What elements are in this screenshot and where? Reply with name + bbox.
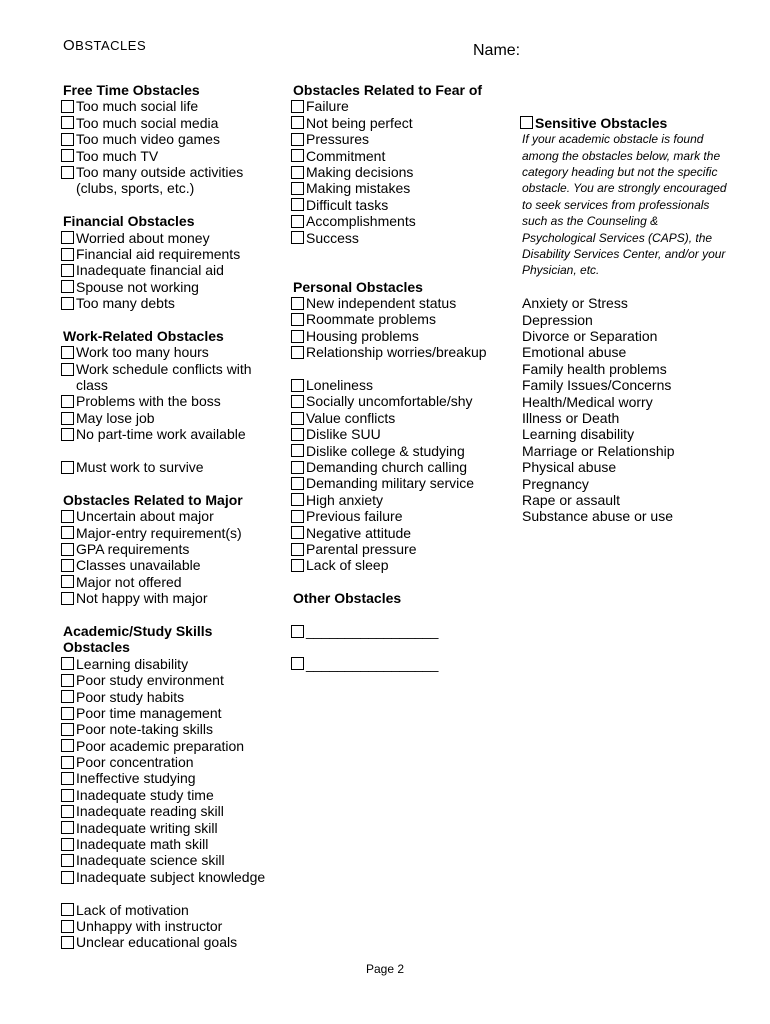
checklist-item[interactable] — [61, 262, 301, 278]
checklist-item[interactable] — [61, 541, 301, 557]
checklist-item[interactable] — [61, 557, 301, 573]
checkbox[interactable] — [291, 313, 304, 326]
checklist-item[interactable] — [61, 295, 301, 311]
section-title-other: Other Obstacles — [293, 590, 402, 607]
checklist-item[interactable] — [61, 869, 301, 902]
checklist-item-label: Too much social media — [76, 114, 219, 131]
checklist-item-label: Work too many hours — [76, 344, 209, 361]
checklist-item[interactable] — [61, 803, 301, 819]
checklist-item[interactable] — [61, 246, 301, 262]
checkbox[interactable] — [291, 543, 304, 556]
checklist-item[interactable] — [61, 230, 301, 246]
checklist-item-label: Lack of sleep — [306, 557, 389, 574]
checklist-item-label: Unhappy with instructor — [76, 918, 223, 935]
checklist-item-label: May lose job — [76, 409, 155, 426]
checkbox[interactable] — [61, 854, 74, 867]
list-item: Family health problems — [522, 360, 667, 377]
checkbox[interactable] — [291, 149, 304, 162]
page-heading-initial: O — [63, 37, 76, 54]
checklist-item-label: Making decisions — [306, 163, 414, 180]
other-obstacle-2[interactable] — [291, 656, 531, 672]
list-item: Substance abuse or use — [522, 508, 673, 525]
checklist-item[interactable] — [291, 295, 531, 311]
checklist-item[interactable] — [61, 689, 301, 705]
checklist-item-label: No part-time work available — [76, 426, 246, 443]
checklist-item-label: Classes unavailable — [76, 557, 201, 574]
checklist-item-label: Problems with the boss — [76, 393, 221, 410]
checklist-item[interactable] — [61, 918, 301, 934]
list-item: Family Issues/Concerns — [522, 377, 672, 394]
checklist-item[interactable] — [61, 787, 301, 803]
free-time-list — [61, 98, 301, 196]
checklist-item[interactable] — [61, 131, 301, 147]
checklist-item[interactable] — [61, 410, 301, 426]
checkbox[interactable] — [291, 493, 304, 506]
checklist-item[interactable] — [291, 344, 531, 377]
checklist-item-label: Uncertain about major — [76, 508, 214, 525]
checkbox[interactable] — [61, 100, 74, 113]
checklist-item[interactable] — [61, 574, 301, 590]
checkbox[interactable] — [61, 707, 74, 720]
checklist-item[interactable] — [61, 770, 301, 786]
checklist-item[interactable] — [291, 115, 531, 131]
checklist-item-label: Dislike SUU — [306, 426, 381, 443]
checklist-item-label: Poor note-taking skills — [76, 721, 213, 738]
checklist-item-label: Parental pressure — [306, 540, 417, 557]
list-item: Marriage or Relationship — [522, 442, 675, 459]
list-item: Pregnancy — [522, 475, 589, 492]
checklist-item[interactable] — [61, 672, 301, 688]
list-item: Illness or Death — [522, 409, 620, 426]
checkbox[interactable] — [291, 559, 304, 572]
checkbox[interactable] — [291, 379, 304, 392]
checkbox[interactable] — [61, 903, 74, 916]
checklist-item-label: Major not offered — [76, 573, 182, 590]
checkbox[interactable] — [291, 346, 304, 359]
column-right — [520, 82, 740, 525]
checklist-item[interactable] — [61, 98, 301, 114]
checklist-item[interactable] — [61, 721, 301, 737]
checklist-item-label: Inadequate writing skill — [76, 819, 218, 836]
checkbox[interactable] — [291, 444, 304, 457]
personal-list — [291, 295, 531, 574]
checkbox[interactable] — [61, 526, 74, 539]
checklist-item[interactable] — [291, 525, 531, 541]
page-number: Page 2 — [365, 962, 405, 976]
column-middle — [291, 82, 531, 672]
checklist-item-label: Failure — [306, 98, 349, 115]
checkbox[interactable] — [291, 330, 304, 343]
checklist-item[interactable] — [291, 475, 531, 491]
checkbox[interactable] — [61, 133, 74, 146]
checkbox[interactable] — [61, 264, 74, 277]
list-item: Learning disability — [522, 426, 635, 443]
checklist-item-label: Ineffective studying — [76, 770, 196, 787]
checklist-item[interactable] — [61, 115, 301, 131]
checklist-item-label: Spouse not working — [76, 278, 199, 295]
fear-list — [291, 98, 531, 246]
checklist-item-label: Poor time management — [76, 704, 222, 721]
checklist-item[interactable] — [291, 508, 531, 524]
checklist-item-label: Commitment — [306, 147, 386, 164]
checklist-item-label: Previous failure — [306, 508, 403, 525]
checklist-item[interactable] — [291, 377, 531, 393]
checklist-item-label: GPA requirements — [76, 540, 190, 557]
sensitive-list — [520, 295, 740, 524]
checklist-item[interactable] — [291, 164, 531, 180]
checkbox[interactable] — [291, 625, 304, 638]
checkbox[interactable] — [61, 871, 74, 884]
sensitive-obstacles-heading[interactable] — [520, 115, 740, 131]
checklist-item[interactable] — [291, 197, 531, 213]
checklist-item-label: New independent status — [306, 295, 457, 312]
section-title-free-time: Free Time Obstacles — [63, 82, 200, 98]
checkbox[interactable] — [61, 428, 74, 441]
checklist-item[interactable] — [61, 934, 301, 950]
page-heading-rest: BSTACLES — [75, 38, 147, 53]
checkbox[interactable] — [291, 116, 304, 129]
checklist-item-label: Housing problems — [306, 327, 419, 344]
checklist-item-label: Success — [306, 229, 359, 246]
other-obstacle-1[interactable] — [291, 623, 531, 639]
checkbox[interactable] — [61, 412, 74, 425]
checkbox[interactable] — [61, 805, 74, 818]
checkbox[interactable] — [61, 543, 74, 556]
checkbox[interactable] — [291, 198, 304, 211]
list-item: Health/Medical worry — [522, 393, 653, 410]
checklist-item-label: Dislike college & studying — [306, 442, 465, 459]
checklist-item-label: Inadequate science skill — [76, 852, 225, 869]
checklist-item-label: Poor study habits — [76, 688, 185, 705]
checkbox[interactable] — [61, 510, 74, 523]
section-title-sensitive: Sensitive Obstacles — [535, 114, 668, 131]
financial-list — [61, 230, 301, 312]
checkbox[interactable] — [61, 231, 74, 244]
checklist-item-label: Poor academic preparation — [76, 737, 245, 754]
checklist-item[interactable] — [291, 311, 531, 327]
checkbox[interactable] — [61, 821, 74, 834]
checklist-item[interactable] — [291, 492, 531, 508]
column-left — [61, 82, 301, 951]
checkbox[interactable] — [61, 461, 74, 474]
checklist-item-label: High anxiety — [306, 491, 384, 508]
section-title-fear: Obstacles Related to Fear of — [293, 82, 483, 98]
checklist-item-label: Poor study environment — [76, 672, 224, 689]
checklist-item[interactable] — [61, 508, 301, 524]
checkbox[interactable] — [61, 772, 74, 785]
checkbox[interactable] — [61, 363, 74, 376]
checklist-item-label: Not being perfect — [306, 114, 413, 131]
checklist-item[interactable] — [291, 557, 531, 573]
checkbox[interactable] — [61, 559, 74, 572]
checkbox[interactable] — [291, 133, 304, 146]
checklist-item[interactable] — [291, 393, 531, 409]
checklist-item[interactable] — [61, 705, 301, 721]
checklist-item-label: Negative attitude — [306, 524, 412, 541]
section-title-personal: Personal Obstacles — [293, 278, 423, 295]
checkbox[interactable] — [291, 461, 304, 474]
checkbox[interactable] — [61, 592, 74, 605]
checklist-item-label: Demanding church calling — [306, 459, 468, 475]
checkbox[interactable] — [61, 575, 74, 588]
checklist-item-label: Inadequate financial aid — [76, 262, 224, 279]
checkbox[interactable] — [61, 395, 74, 408]
section-title-work: Work-Related Obstacles — [63, 327, 224, 344]
section-title-major: Obstacles Related to Major — [63, 491, 243, 508]
checkbox[interactable] — [61, 739, 74, 752]
checkbox[interactable] — [61, 789, 74, 802]
checkbox[interactable] — [291, 428, 304, 441]
checklist-item[interactable] — [291, 443, 531, 459]
checklist-item[interactable] — [61, 164, 301, 197]
checkbox[interactable] — [291, 182, 304, 195]
checkbox[interactable] — [291, 510, 304, 523]
checkbox[interactable] — [61, 149, 74, 162]
checklist-item[interactable] — [291, 459, 531, 475]
checklist-item-label: Too much TV — [76, 147, 159, 164]
section-title-financial: Financial Obstacles — [63, 213, 195, 230]
checklist-item-label: Major-entry requirement(s) — [76, 524, 242, 541]
checklist-item[interactable] — [61, 590, 301, 606]
checklist-item-label: Roommate problems — [306, 311, 436, 328]
list-item: Divorce or Separation — [522, 328, 658, 345]
checklist-item[interactable] — [61, 344, 301, 360]
checklist-item-label: Financial aid requirements — [76, 245, 241, 262]
checklist-item-label: Value conflicts — [306, 409, 396, 426]
other-obstacle-line[interactable]: _________________ — [306, 655, 439, 672]
checklist-item[interactable] — [61, 361, 301, 394]
checklist-item-label: Poor concentration — [76, 754, 194, 771]
checkbox[interactable] — [291, 100, 304, 113]
academic-list — [61, 656, 301, 951]
checkbox[interactable] — [291, 297, 304, 310]
checklist-item-label: Worried about money — [76, 229, 210, 246]
checklist-item-label: Demanding military service — [306, 475, 475, 492]
checklist-item[interactable] — [291, 230, 531, 246]
checkbox[interactable] — [61, 657, 74, 670]
checklist-item-label: Too much video games — [76, 131, 220, 148]
checklist-item-label: Difficult tasks — [306, 196, 389, 213]
checkbox[interactable] — [291, 215, 304, 228]
list-item: Emotional abuse — [522, 344, 627, 361]
work-list — [61, 344, 301, 475]
checklist-item[interactable] — [61, 525, 301, 541]
checklist-item[interactable] — [291, 213, 531, 229]
checklist-item[interactable] — [291, 426, 531, 442]
checklist-item[interactable] — [61, 279, 301, 295]
checklist-item-label: Socially uncomfortable/shy — [306, 393, 473, 410]
list-item: Rape or assault — [522, 491, 621, 508]
checklist-item-label: Relationship worries/breakup — [306, 344, 487, 361]
checklist-item[interactable] — [61, 656, 301, 672]
checkbox[interactable] — [61, 674, 74, 687]
checklist-item-label: Learning disability — [76, 655, 189, 672]
checklist-item[interactable] — [61, 459, 301, 475]
checklist-item-label: Loneliness — [306, 377, 373, 394]
checklist-item-label: Too many outside activities (clubs, sports, etc.) — [76, 163, 244, 197]
checklist-item-label: Too much social life — [76, 98, 199, 115]
list-item: Anxiety or Stress — [522, 295, 628, 312]
list-item: Depression — [522, 311, 593, 328]
checklist-item[interactable] — [291, 98, 531, 114]
checkbox[interactable] — [291, 412, 304, 425]
checklist-item[interactable] — [61, 836, 301, 852]
section-title-academic: Academic/Study Skills Obstacles — [63, 622, 213, 656]
checklist-item-label: Lack of motivation — [76, 901, 189, 918]
checkbox[interactable] — [291, 166, 304, 179]
checkbox[interactable] — [520, 116, 533, 129]
checklist-item[interactable] — [61, 426, 301, 459]
checklist-item[interactable] — [291, 328, 531, 344]
checkbox[interactable] — [291, 231, 304, 244]
checklist-item-label: Unclear educational goals — [76, 934, 238, 951]
checklist-item[interactable] — [61, 902, 301, 918]
page-heading — [63, 37, 146, 54]
list-item: Physical abuse — [522, 459, 617, 476]
checklist-item-label: Too many debts — [76, 295, 175, 312]
checkbox[interactable] — [61, 297, 74, 310]
checklist-item[interactable] — [61, 820, 301, 836]
checklist-item[interactable] — [61, 754, 301, 770]
checklist-item-label: Inadequate math skill — [76, 836, 209, 853]
checkbox[interactable] — [61, 936, 74, 949]
checklist-item-label: Inadequate reading skill — [76, 803, 224, 820]
checkbox[interactable] — [291, 526, 304, 539]
checkbox[interactable] — [61, 838, 74, 851]
checkbox[interactable] — [61, 723, 74, 736]
checklist-item-label: Inadequate study time — [76, 786, 214, 803]
checkbox[interactable] — [291, 395, 304, 408]
checklist-item[interactable] — [61, 738, 301, 754]
checklist-item-label: Not happy with major — [76, 590, 208, 607]
checklist-item-label: Accomplishments — [306, 213, 416, 230]
checklist-item[interactable] — [291, 410, 531, 426]
checkbox[interactable] — [61, 346, 74, 359]
checklist-item-label: Inadequate subject knowledge — [76, 868, 266, 885]
sensitive-obstacles-description: If your academic obstacle is found among the obstacles below, mark the category heading but not the specific obstacle. You are strongly encouraged to seek services from professionals such as the Counseling & Psychological Services (CAPS), the Disability Services Center, and/or your Physician, etc. — [522, 132, 727, 278]
checklist-item-label: Pressures — [306, 131, 370, 148]
checklist-item-label: Making mistakes — [306, 180, 411, 197]
checklist-item[interactable] — [291, 541, 531, 557]
checkbox[interactable] — [61, 248, 74, 261]
checklist-item[interactable] — [291, 131, 531, 147]
checklist-item[interactable] — [291, 180, 531, 196]
checkbox[interactable] — [61, 690, 74, 703]
checkbox[interactable] — [61, 280, 74, 293]
checklist-item[interactable] — [61, 148, 301, 164]
major-list — [61, 508, 301, 606]
checkbox[interactable] — [291, 657, 304, 670]
checklist-item[interactable] — [61, 393, 301, 409]
name-label: Name: — [473, 42, 521, 59]
checkbox[interactable] — [61, 920, 74, 933]
checklist-item[interactable] — [291, 148, 531, 164]
checklist-item-label: Must work to survive — [76, 459, 204, 476]
other-obstacle-line[interactable]: _________________ — [306, 622, 439, 639]
checklist-item-label: Work schedule conflicts with class — [76, 360, 252, 394]
checkbox[interactable] — [61, 116, 74, 129]
checkbox[interactable] — [291, 477, 304, 490]
checkbox[interactable] — [61, 756, 74, 769]
checklist-item[interactable] — [61, 852, 301, 868]
checkbox[interactable] — [61, 166, 74, 179]
